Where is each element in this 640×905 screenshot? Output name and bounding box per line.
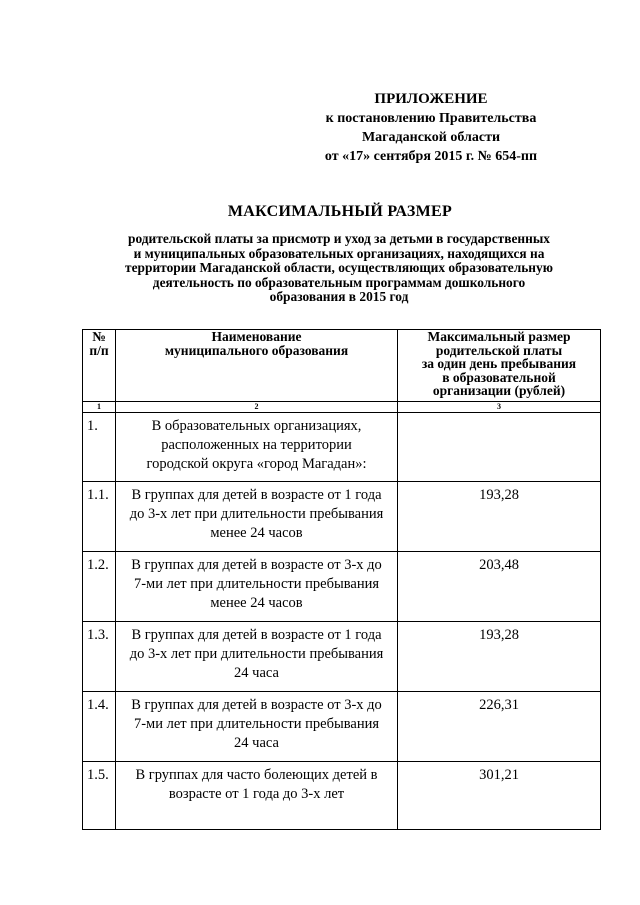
row-number: 1.4. xyxy=(83,692,116,762)
column-number: 2 xyxy=(116,402,398,413)
description-line: В группах для детей в возрасте от 1 года xyxy=(131,487,382,503)
description-line: возрасте от 1 года до 3-х лет xyxy=(168,786,345,802)
column-number: 1 xyxy=(83,402,116,413)
table-header-row xyxy=(83,330,601,402)
row-value: 203,48 xyxy=(398,552,601,622)
subtitle-line: территории Магаданской области, осуществляющих образовательную xyxy=(125,260,553,275)
description-line: 7-ми лет при длительности пребывания xyxy=(133,716,380,732)
description-line: менее 24 часов xyxy=(210,525,303,541)
appendix-block xyxy=(300,90,562,166)
subtitle-line: и муниципальных образовательных организациях, находящихся на xyxy=(133,245,545,261)
header-municipality xyxy=(116,330,398,402)
description-line: городской округа «город Магадан»: xyxy=(146,456,367,472)
description-line: 24 часа xyxy=(234,665,279,681)
document-title: МАКСИМАЛЬНЫЙ РАЗМЕР xyxy=(227,203,453,220)
row-description xyxy=(116,413,398,482)
column-number: 3 xyxy=(398,402,601,413)
header-line: Максимальный размер xyxy=(427,329,571,344)
description-line: 24 часа xyxy=(234,735,279,751)
description-line: до 3-х лет при длительности пребывания xyxy=(129,646,384,662)
header-line: муниципального образования xyxy=(164,342,349,358)
row-value: 193,28 xyxy=(398,482,601,552)
row-number: 1.1. xyxy=(83,482,116,552)
row-description xyxy=(116,622,398,692)
description-line: менее 24 часов xyxy=(210,595,303,611)
appendix-line: Магаданской области xyxy=(361,130,501,145)
table-row xyxy=(83,413,601,482)
document-subtitle xyxy=(78,232,600,305)
row-description xyxy=(116,482,398,552)
description-line: 7-ми лет при длительности пребывания xyxy=(133,576,380,592)
row-value: 193,28 xyxy=(398,622,601,692)
row-number: 1.3. xyxy=(83,622,116,692)
header-max-fee xyxy=(398,330,601,402)
row-value: 226,31 xyxy=(398,692,601,762)
table-row xyxy=(83,692,601,762)
row-number: 1.5. xyxy=(83,762,116,830)
table-row xyxy=(83,762,601,830)
header-line: за один день пребывания xyxy=(421,356,577,371)
header-line: в образовательной xyxy=(442,369,556,385)
description-line: В группах для часто болеющих детей в xyxy=(135,767,378,783)
description-line: расположенных на территории xyxy=(161,437,352,453)
row-description xyxy=(116,552,398,622)
column-number-row xyxy=(83,402,601,413)
header-number xyxy=(83,330,116,402)
subtitle-line: родительской платы за присмотр и уход за детьми в государственных xyxy=(128,231,550,246)
description-line: В группах для детей в возрасте от 1 года xyxy=(131,627,382,643)
subtitle-line: деятельность по образовательным программам дошкольного xyxy=(152,274,526,290)
fee-table xyxy=(82,329,601,830)
subtitle-line: образования в 2015 год xyxy=(269,289,409,304)
header-line: Наименование xyxy=(211,329,302,344)
row-description xyxy=(116,692,398,762)
appendix-line: к постановлению Правительства xyxy=(325,111,537,126)
appendix-heading: ПРИЛОЖЕНИЕ xyxy=(374,91,488,107)
description-line: В группах для детей в возрасте от 3-х до xyxy=(131,557,382,573)
table-row xyxy=(83,622,601,692)
header-line: родительской платы xyxy=(435,342,563,358)
row-number: 1. xyxy=(83,413,116,482)
header-line: п/п xyxy=(89,342,109,358)
row-value xyxy=(398,413,601,482)
description-line: В группах для детей в возрасте от 3-х до xyxy=(131,697,382,713)
row-value: 301,21 xyxy=(398,762,601,830)
description-line: В образовательных организациях, xyxy=(151,418,362,434)
row-description xyxy=(116,762,398,830)
appendix-line: от «17» сентября 2015 г. № 654-пп xyxy=(324,149,538,164)
table-row xyxy=(83,482,601,552)
description-line: до 3-х лет при длительности пребывания xyxy=(129,506,384,522)
table-row xyxy=(83,552,601,622)
row-number: 1.2. xyxy=(83,552,116,622)
header-line: организации (рублей) xyxy=(432,383,566,398)
header-line: № xyxy=(92,329,106,344)
